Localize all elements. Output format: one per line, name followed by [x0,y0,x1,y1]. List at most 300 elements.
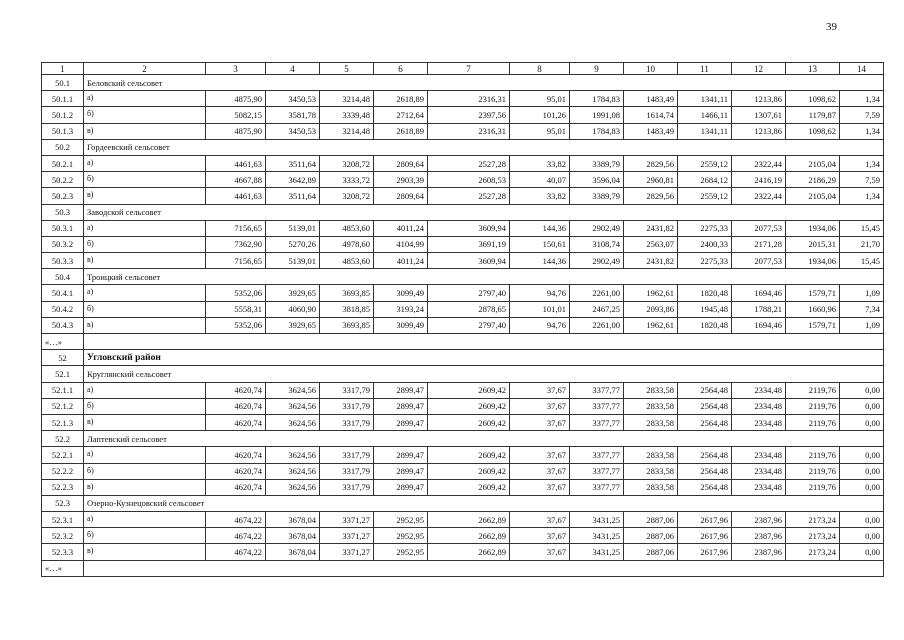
value-cell: 2662,89 [428,544,510,560]
value-cell: 2105,04 [786,188,840,204]
value-cell: 2609,42 [428,463,510,479]
table-row [42,123,884,139]
ellipsis-mark: «…» [42,334,84,350]
value-cell: 2387,96 [732,528,786,544]
value-cell: 1934,06 [786,220,840,236]
value-cell: 3624,56 [266,414,320,430]
table-row [42,188,884,204]
value-cell: 1466,11 [678,107,732,123]
value-cell: 2564,48 [678,463,732,479]
value-cell: 2608,53 [428,172,510,188]
value-cell: 2833,58 [624,414,678,430]
value-cell: 5352,06 [206,317,266,333]
value-cell: 0,00 [840,479,884,495]
value-cell: 2609,42 [428,414,510,430]
value-cell: 2334,48 [732,479,786,495]
section-title: Заводской сельсовет [84,204,884,220]
value-cell: 2119,76 [786,398,840,414]
value-cell: 37,67 [510,512,570,528]
table-row [42,414,884,430]
value-cell: 0,00 [840,544,884,560]
value-cell: 1788,21 [732,301,786,317]
value-cell: 5139,01 [266,253,320,269]
value-cell: 0,00 [840,463,884,479]
value-cell: 4853,60 [320,253,374,269]
value-cell: 2899,47 [374,382,428,398]
value-cell: 4674,22 [206,512,266,528]
value-cell: 7,59 [840,107,884,123]
row-code: 52 [42,350,84,366]
value-cell: 2334,48 [732,398,786,414]
value-cell: 3339,48 [320,107,374,123]
value-cell: 4875,90 [206,91,266,107]
value-cell: 4620,74 [206,463,266,479]
header-cell: 8 [510,63,570,75]
value-cell: 2431,82 [624,253,678,269]
value-cell: 3371,27 [320,528,374,544]
value-cell: 1579,71 [786,317,840,333]
value-cell: 3609,94 [428,253,510,269]
value-cell: 2119,76 [786,382,840,398]
value-cell: 3317,79 [320,479,374,495]
value-cell: 2899,47 [374,414,428,430]
value-cell: 1213,86 [732,91,786,107]
header-cell: 5 [320,63,374,75]
table-row [42,285,884,301]
value-cell: 3371,27 [320,512,374,528]
empty-cell [84,560,884,576]
value-cell: 3431,25 [570,544,624,560]
value-cell: 2952,95 [374,512,428,528]
value-cell: 1098,62 [786,91,840,107]
value-cell: 2899,47 [374,463,428,479]
row-subtype: в) [84,253,206,269]
value-cell: 3511,64 [266,155,320,171]
value-cell: 4461,63 [206,155,266,171]
table-row [42,544,884,560]
row-code: 52.2.1 [42,447,84,463]
row-subtype: б) [84,301,206,317]
value-cell: 15,45 [840,220,884,236]
row-code: 50.1.1 [42,91,84,107]
row-subtype: в) [84,317,206,333]
value-cell: 4620,74 [206,414,266,430]
row-subtype: а) [84,382,206,398]
value-cell: 2903,39 [374,172,428,188]
value-cell: 2902,49 [570,253,624,269]
value-cell: 2119,76 [786,479,840,495]
value-cell: 1,09 [840,285,884,301]
section-row [42,431,884,447]
value-cell: 3377,77 [570,447,624,463]
table-row [42,382,884,398]
row-subtype: б) [84,107,206,123]
row-code: 52.1.2 [42,398,84,414]
ellipsis-row [42,334,884,350]
value-cell: 2173,24 [786,528,840,544]
value-cell: 37,67 [510,414,570,430]
value-cell: 2334,48 [732,414,786,430]
ellipsis-mark: «…» [42,560,84,576]
value-cell: 1820,48 [678,317,732,333]
value-cell: 3214,48 [320,123,374,139]
section-row [42,139,884,155]
table-body [42,63,884,577]
value-cell: 1,09 [840,317,884,333]
value-cell: 144,36 [510,220,570,236]
value-cell: 2662,89 [428,528,510,544]
value-cell: 4667,88 [206,172,266,188]
value-cell: 37,67 [510,528,570,544]
header-cell: 11 [678,63,732,75]
value-cell: 3609,94 [428,220,510,236]
value-cell: 3693,85 [320,285,374,301]
value-cell: 4620,74 [206,398,266,414]
value-cell: 1179,87 [786,107,840,123]
value-cell: 101,01 [510,301,570,317]
header-cell: 7 [428,63,510,75]
row-code: 50.1 [42,75,84,91]
section-title: Гордеевский сельсовет [84,139,884,155]
value-cell: 0,00 [840,398,884,414]
value-cell: 0,00 [840,528,884,544]
value-cell: 2899,47 [374,447,428,463]
value-cell: 2617,96 [678,544,732,560]
value-cell: 0,00 [840,414,884,430]
value-cell: 2809,64 [374,188,428,204]
value-cell: 2387,96 [732,544,786,560]
value-cell: 3581,78 [266,107,320,123]
value-cell: 4104,99 [374,236,428,252]
section-title: Троицкий сельсовет [84,269,884,285]
value-cell: 7362,90 [206,236,266,252]
row-subtype: а) [84,91,206,107]
value-cell: 2322,44 [732,155,786,171]
value-cell: 1694,46 [732,317,786,333]
row-subtype: а) [84,285,206,301]
value-cell: 37,67 [510,398,570,414]
header-cell: 6 [374,63,428,75]
value-cell: 4060,90 [266,301,320,317]
value-cell: 3624,56 [266,398,320,414]
row-code: 50.1.2 [42,107,84,123]
row-code: 52.2.2 [42,463,84,479]
row-code: 52.2.3 [42,479,84,495]
table-row [42,317,884,333]
value-cell: 3333,72 [320,172,374,188]
value-cell: 4620,74 [206,479,266,495]
value-cell: 3818,85 [320,301,374,317]
value-cell: 144,36 [510,253,570,269]
row-code: 52.1.1 [42,382,84,398]
row-code: 50.3 [42,204,84,220]
value-cell: 2609,42 [428,382,510,398]
value-cell: 4011,24 [374,220,428,236]
value-cell: 3624,56 [266,479,320,495]
value-cell: 1660,96 [786,301,840,317]
value-cell: 1,34 [840,155,884,171]
value-cell: 1307,61 [732,107,786,123]
value-cell: 2609,42 [428,479,510,495]
row-subtype: а) [84,447,206,463]
value-cell: 3193,24 [374,301,428,317]
value-cell: 2387,96 [732,512,786,528]
district-row [42,350,884,366]
value-cell: 1483,49 [624,91,678,107]
value-cell: 21,70 [840,236,884,252]
value-cell: 3099,49 [374,285,428,301]
value-cell: 0,00 [840,447,884,463]
row-code: 50.2.2 [42,172,84,188]
section-title: Круглянский сельсовет [84,366,884,382]
value-cell: 1213,86 [732,123,786,139]
value-cell: 3214,48 [320,91,374,107]
table-row [42,398,884,414]
row-code: 50.3.3 [42,253,84,269]
value-cell: 37,67 [510,544,570,560]
value-cell: 3389,79 [570,155,624,171]
value-cell: 4875,90 [206,123,266,139]
value-cell: 3678,04 [266,528,320,544]
row-subtype: а) [84,512,206,528]
row-code: 52.2 [42,431,84,447]
row-subtype: б) [84,463,206,479]
value-cell: 1,34 [840,188,884,204]
value-cell: 2119,76 [786,414,840,430]
header-cell: 12 [732,63,786,75]
value-cell: 2077,53 [732,253,786,269]
table-row [42,155,884,171]
value-cell: 2559,12 [678,188,732,204]
value-cell: 2833,58 [624,463,678,479]
value-cell: 2564,48 [678,414,732,430]
value-cell: 37,67 [510,447,570,463]
value-cell: 2400,33 [678,236,732,252]
value-cell: 3377,77 [570,463,624,479]
value-cell: 3929,65 [266,285,320,301]
value-cell: 2809,64 [374,155,428,171]
value-cell: 2077,53 [732,220,786,236]
value-cell: 2275,33 [678,253,732,269]
value-cell: 3317,79 [320,463,374,479]
row-code: 52.3.3 [42,544,84,560]
table-row [42,91,884,107]
value-cell: 101,26 [510,107,570,123]
value-cell: 2833,58 [624,447,678,463]
value-cell: 1,34 [840,123,884,139]
value-cell: 2564,48 [678,382,732,398]
row-subtype: б) [84,398,206,414]
value-cell: 2563,07 [624,236,678,252]
value-cell: 2431,82 [624,220,678,236]
section-row [42,366,884,382]
value-cell: 3596,04 [570,172,624,188]
value-cell: 1,34 [840,91,884,107]
row-subtype: а) [84,155,206,171]
value-cell: 3678,04 [266,544,320,560]
header-cell: 1 [42,63,84,75]
value-cell: 2899,47 [374,479,428,495]
value-cell: 2564,48 [678,479,732,495]
value-cell: 3377,77 [570,382,624,398]
row-code: 50.4.2 [42,301,84,317]
value-cell: 3377,77 [570,479,624,495]
value-cell: 2887,06 [624,544,678,560]
table-row [42,253,884,269]
row-code: 50.4 [42,269,84,285]
row-subtype: б) [84,528,206,544]
row-code: 50.2 [42,139,84,155]
value-cell: 2467,25 [570,301,624,317]
value-cell: 1962,61 [624,285,678,301]
page-number: 39 [826,21,837,33]
value-cell: 2015,31 [786,236,840,252]
value-cell: 5352,06 [206,285,266,301]
section-row [42,495,884,511]
value-cell: 2186,29 [786,172,840,188]
value-cell: 1784,83 [570,123,624,139]
value-cell: 3450,53 [266,91,320,107]
value-cell: 2797,40 [428,317,510,333]
value-cell: 3317,79 [320,447,374,463]
value-cell: 2316,31 [428,91,510,107]
value-cell: 3691,19 [428,236,510,252]
value-cell: 150,61 [510,236,570,252]
row-code: 52.3 [42,495,84,511]
value-cell: 3317,79 [320,398,374,414]
section-title: Беловский сельсовет [84,75,884,91]
value-cell: 1341,11 [678,123,732,139]
row-subtype: в) [84,414,206,430]
value-cell: 3624,56 [266,463,320,479]
value-cell: 4674,22 [206,544,266,560]
value-cell: 1945,48 [678,301,732,317]
header-cell: 4 [266,63,320,75]
value-cell: 1784,83 [570,91,624,107]
table-row [42,220,884,236]
value-cell: 2952,95 [374,544,428,560]
value-cell: 2334,48 [732,382,786,398]
value-cell: 2119,76 [786,447,840,463]
value-cell: 2878,65 [428,301,510,317]
value-cell: 3929,65 [266,317,320,333]
row-code: 50.4.1 [42,285,84,301]
value-cell: 3624,56 [266,382,320,398]
value-cell: 3317,79 [320,382,374,398]
value-cell: 4978,60 [320,236,374,252]
value-cell: 95,01 [510,91,570,107]
value-cell: 4011,24 [374,253,428,269]
value-cell: 1579,71 [786,285,840,301]
row-code: 50.4.3 [42,317,84,333]
value-cell: 15,45 [840,253,884,269]
value-cell: 7,34 [840,301,884,317]
value-cell: 3377,77 [570,398,624,414]
value-cell: 2334,48 [732,463,786,479]
row-code: 50.3.1 [42,220,84,236]
value-cell: 3693,85 [320,317,374,333]
value-cell: 2564,48 [678,398,732,414]
value-cell: 2833,58 [624,479,678,495]
row-code: 50.2.1 [42,155,84,171]
value-cell: 1098,62 [786,123,840,139]
value-cell: 1962,61 [624,317,678,333]
header-cell: 10 [624,63,678,75]
value-cell: 2564,48 [678,447,732,463]
value-cell: 2887,06 [624,528,678,544]
table-row [42,172,884,188]
value-cell: 2261,00 [570,285,624,301]
value-cell: 95,01 [510,123,570,139]
value-cell: 2833,58 [624,382,678,398]
section-row [42,75,884,91]
row-subtype: б) [84,236,206,252]
row-subtype: в) [84,123,206,139]
header-cell: 3 [206,63,266,75]
value-cell: 5270,26 [266,236,320,252]
value-cell: 4620,74 [206,382,266,398]
value-cell: 3208,72 [320,155,374,171]
value-cell: 2952,95 [374,528,428,544]
value-cell: 2712,64 [374,107,428,123]
value-cell: 1820,48 [678,285,732,301]
value-cell: 2899,47 [374,398,428,414]
row-subtype: в) [84,544,206,560]
empty-cell [84,334,884,350]
value-cell: 37,67 [510,382,570,398]
value-cell: 1934,06 [786,253,840,269]
value-cell: 7156,65 [206,253,266,269]
header-row [42,63,884,75]
value-cell: 40,07 [510,172,570,188]
value-cell: 3624,56 [266,447,320,463]
value-cell: 2960,81 [624,172,678,188]
value-cell: 3371,27 [320,544,374,560]
value-cell: 3511,64 [266,188,320,204]
value-cell: 0,00 [840,382,884,398]
value-cell: 3208,72 [320,188,374,204]
row-code: 50.2.3 [42,188,84,204]
row-subtype: в) [84,188,206,204]
district-title: Угловский район [84,350,884,366]
value-cell: 2275,33 [678,220,732,236]
row-code: 52.3.1 [42,512,84,528]
value-cell: 2334,48 [732,447,786,463]
value-cell: 1694,46 [732,285,786,301]
value-cell: 2662,89 [428,512,510,528]
table-row [42,301,884,317]
header-cell: 2 [84,63,206,75]
value-cell: 2322,44 [732,188,786,204]
value-cell: 5082,15 [206,107,266,123]
value-cell: 33,82 [510,155,570,171]
section-title: Лаптевский сельсовет [84,431,884,447]
value-cell: 94,76 [510,317,570,333]
value-cell: 4461,63 [206,188,266,204]
table-row [42,463,884,479]
value-cell: 3108,74 [570,236,624,252]
value-cell: 2618,89 [374,123,428,139]
table-row [42,236,884,252]
row-subtype: б) [84,172,206,188]
value-cell: 1483,49 [624,123,678,139]
row-code: 50.3.2 [42,236,84,252]
value-cell: 2416,19 [732,172,786,188]
header-cell: 13 [786,63,840,75]
value-cell: 2105,04 [786,155,840,171]
value-cell: 1614,74 [624,107,678,123]
value-cell: 1991,08 [570,107,624,123]
